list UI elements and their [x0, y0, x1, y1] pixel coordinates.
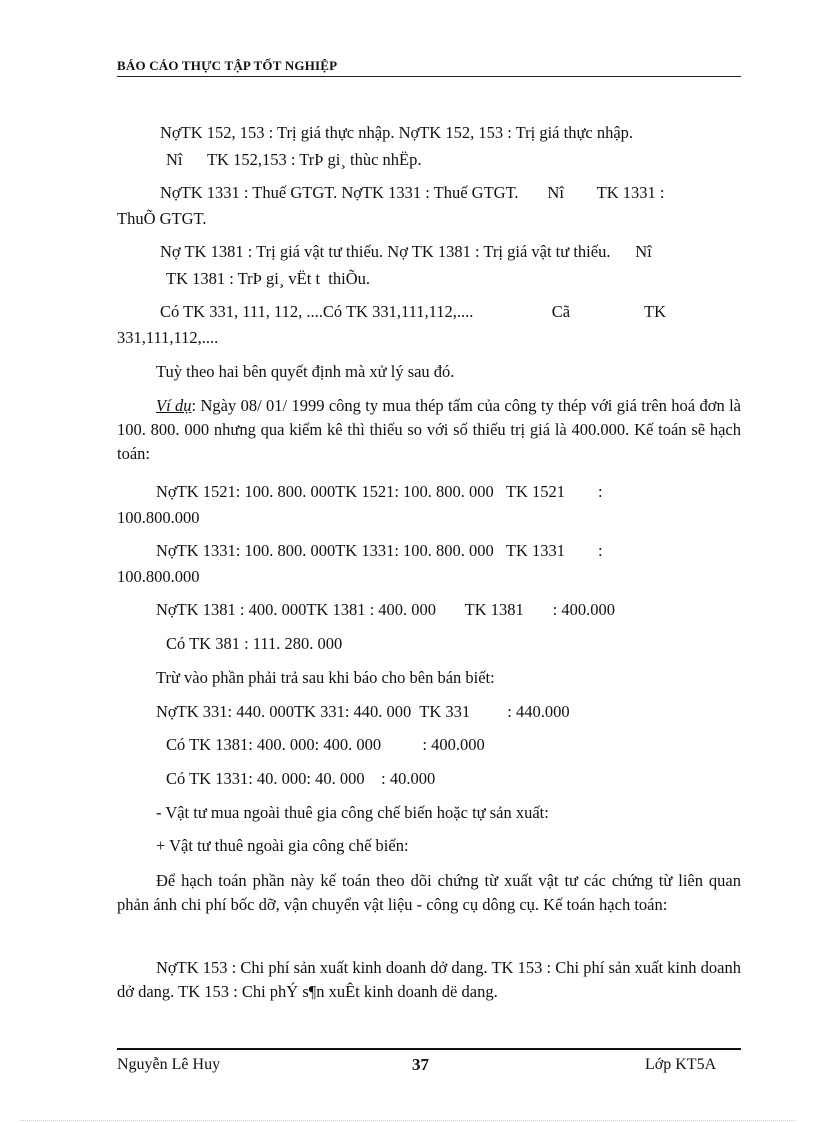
example-label: Ví dụ: [156, 396, 192, 415]
example-paragraph: [117, 394, 741, 466]
example-text: : Ngày 08/ 01/ 1999 công ty mua thép tấm của công ty thép với giá trên hoá đơn là 100. 800. 000 nhưng qua kiểm kê thì thiếu so với số thiếu trị giá là 400.000. Kế toán sẽ hạch toán:: [117, 396, 741, 463]
footer-author: Nguyễn Lê Huy: [117, 1056, 221, 1073]
entry-line-7a: NợTK 1521: 100. 800. 000TK 1521: 100. 800. 000 TK 1521 :: [156, 482, 603, 501]
page-bottom-edge: [20, 1120, 796, 1121]
entry-line-8b: 100.800.000: [117, 567, 200, 586]
paragraph-line-16: + Vật tư thuê ngoài gia công chế biến:: [156, 836, 409, 855]
entry-line-3a: Nợ TK 1381 : Trị giá vật tư thiếu. Nợ TK 1381 : Trị giá vật tư thiếu. Nî: [160, 242, 652, 261]
final-entry-paragraph: NợTK 153 : Chi phí sản xuất kinh doanh dở dang. TK 153 : Chi phí sản xuất kinh doanh dở dang. TK 153 : Chi phÝ s¶n xuÊt kinh doanh dë dang.: [117, 958, 741, 1001]
page-number: 37: [412, 1055, 429, 1074]
entry-line-14: Có TK 1331: 40. 000: 40. 000 : 40.000: [166, 769, 436, 788]
entry-line-13: Có TK 1381: 400. 000: 400. 000 : 400.000: [166, 735, 485, 754]
paragraph-line-11: Trừ vào phần phải trả sau khi báo cho bên bán biết:: [156, 668, 495, 687]
footer-class: Lớp KT5A: [645, 1056, 717, 1073]
entry-line-9: NợTK 1381 : 400. 000TK 1381 : 400. 000 TK 1381 : 400.000: [156, 600, 615, 619]
accounting-paragraph: Để hạch toán phần này kế toán theo dõi chứng từ xuất vật tư các chứng từ liên quan phản ánh chi phí bốc dỡ, vận chuyển vật liệu - công cụ dông cụ. Kế toán hạch toán:: [117, 871, 741, 914]
page-header-title: BÁO CÁO THỰC TẬP TỐT NGHIỆP: [117, 58, 338, 73]
paragraph-line-15: - Vật tư mua ngoài thuê gia công chế biến hoặc tự sản xuất:: [156, 803, 549, 822]
entry-line-7b: 100.800.000: [117, 508, 200, 527]
entry-line-3b: TK 1381 : TrÞ gi¸ vËt t thiÕu.: [166, 269, 370, 288]
paragraph-line-5: Tuỳ theo hai bên quyết định mà xử lý sau đó.: [156, 362, 455, 381]
entry-line-10: Có TK 381 : 111. 280. 000: [166, 634, 343, 653]
entry-line-2b: ThuÕ GTGT.: [117, 209, 207, 228]
entry-line-4a: Có TK 331, 111, 112, ....Có TK 331,111,112,.... Cã TK: [160, 302, 667, 321]
entry-line-8a: NợTK 1331: 100. 800. 000TK 1331: 100. 800. 000 TK 1331 :: [156, 541, 603, 560]
entry-line-12: NợTK 331: 440. 000TK 331: 440. 000 TK 331 : 440.000: [156, 702, 570, 721]
entry-line-1b: Nî TK 152,153 : TrÞ gi¸ thùc nhËp.: [166, 150, 422, 169]
entry-line-4b: 331,111,112,....: [117, 328, 219, 347]
header-divider: [117, 76, 741, 77]
footer-divider: [117, 1048, 741, 1050]
entry-line-1a: NợTK 152, 153 : Trị giá thực nhập. NợTK 152, 153 : Trị giá thực nhập.: [160, 123, 634, 142]
entry-line-2a: NợTK 1331 : Thuế GTGT. NợTK 1331 : Thuế GTGT. Nî TK 1331 :: [160, 183, 665, 202]
